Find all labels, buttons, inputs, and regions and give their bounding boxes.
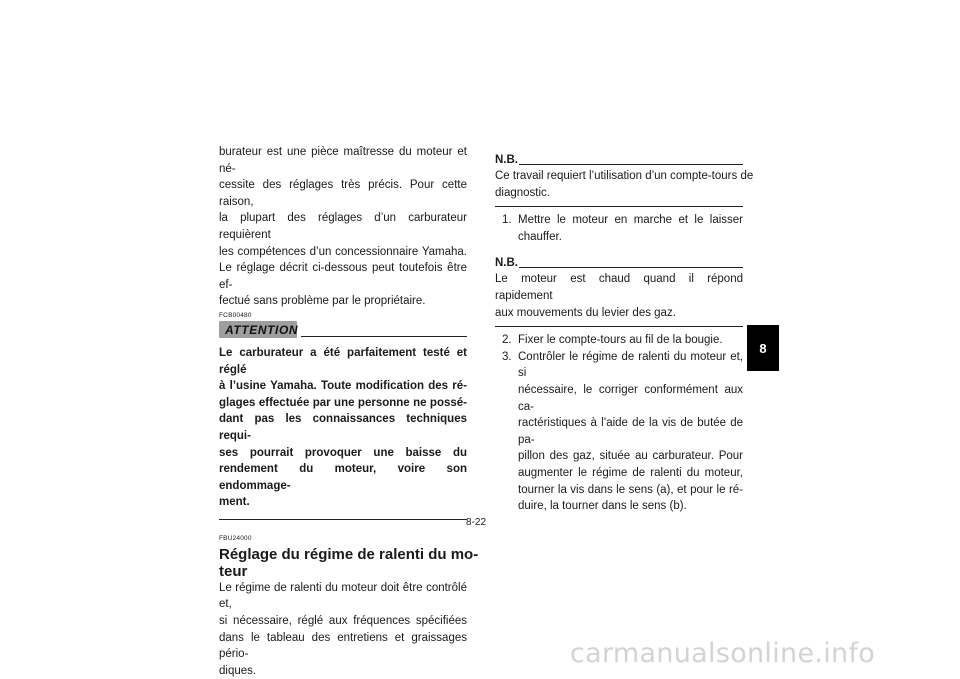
attention-rule — [301, 336, 467, 337]
attention-text — [219, 345, 467, 511]
intro-line: les compétences d’un concessionnaire Yamaha. — [219, 245, 467, 258]
step-item — [495, 349, 743, 515]
note-rule — [519, 267, 743, 268]
attention-line: ses pourrait provoquer une baisse du — [219, 446, 467, 459]
body-line: si nécessaire, réglé aux fréquences spécifiées — [219, 615, 467, 628]
step-line: duire, la tourner dans le sens (b). — [518, 500, 687, 513]
chapter-tab: 8 — [747, 325, 779, 371]
note-line: Ce travail requiert l’utilisation d’un compte-tours de — [495, 170, 754, 182]
attention-line: dant pas les connaissances techniques requi- — [219, 413, 467, 442]
step-number: 3. — [502, 350, 512, 363]
intro-line: la plupart des réglages d’un carburateur requièrent — [219, 212, 467, 241]
step-line: Mettre le moteur en marche et le laisser — [518, 214, 743, 227]
attention-label: ATTENTION — [225, 322, 299, 337]
step-number: 1. — [502, 214, 512, 227]
note-header — [495, 152, 743, 168]
intro-line: fectué sans problème par le propriétaire. — [219, 295, 426, 308]
note-label: N.B. — [495, 154, 518, 166]
attention-line: à l’usine Yamaha. Toute modification des ré- — [219, 380, 467, 393]
attention-header — [219, 321, 467, 339]
note-header — [495, 255, 743, 271]
attention-line: Le carburateur a été parfaitement testé et réglé — [219, 346, 467, 376]
step-line: ractéristiques à l’aide de la vis de butée de pa- — [518, 417, 743, 446]
step-line: Contrôler le régime de ralenti du moteur et, si — [518, 350, 743, 380]
intro-line: burateur est une pièce maîtresse du moteur et né- — [219, 146, 467, 175]
step-line: chauffer. — [518, 230, 562, 243]
attention-end-rule — [219, 519, 467, 520]
right-column — [495, 152, 754, 515]
body-line: Le régime de ralenti du moteur doit être contrôlé et, — [219, 581, 467, 611]
step-line: Fixer le compte-tours au fil de la bougie. — [518, 334, 723, 347]
note-label: N.B. — [495, 257, 518, 270]
step-line: nécessaire, le corriger conformément aux ca- — [518, 383, 743, 413]
step-item — [495, 212, 743, 245]
note-rule — [519, 164, 743, 165]
section-title-line: Réglage du régime de ralenti du mo- — [219, 545, 479, 563]
section-title — [219, 545, 479, 580]
step-number: 2. — [502, 334, 512, 347]
section-code: FBU24000 — [219, 534, 252, 542]
body-line: dans le tableau des entretiens et graissages pério- — [219, 631, 467, 661]
attention-line: rendement du moteur, voire son endommage- — [219, 463, 467, 492]
section-title-line: teur — [219, 562, 248, 580]
step-line: tourner la vis dans le sens (a), et pour le ré- — [518, 483, 743, 496]
attention-line: glages effectuée par une personne ne possé- — [219, 396, 467, 409]
intro-line: Le réglage décrit ci-dessous peut toutefois être ef- — [219, 262, 467, 291]
attention-line: ment. — [219, 496, 250, 509]
intro-line: cessite des réglages très précis. Pour cette raison, — [219, 179, 467, 208]
step-item — [495, 332, 743, 349]
note-line: aux mouvements du levier des gaz. — [495, 306, 676, 319]
note-line: diagnostic. — [495, 186, 550, 199]
step-line: pillon des gaz, située au carburateur. Pour — [518, 450, 743, 463]
note-line: Le moteur est chaud quand il répond rapidement — [495, 273, 743, 302]
attention-badge — [219, 321, 297, 338]
watermark: carmanualsonline.info — [570, 638, 876, 669]
step-line: augmenter le régime de ralenti du moteur, — [518, 466, 743, 479]
page-number: 8-22 — [466, 517, 487, 528]
attention-code: FCB00480 — [219, 311, 252, 319]
body-line: diques. — [219, 664, 257, 677]
